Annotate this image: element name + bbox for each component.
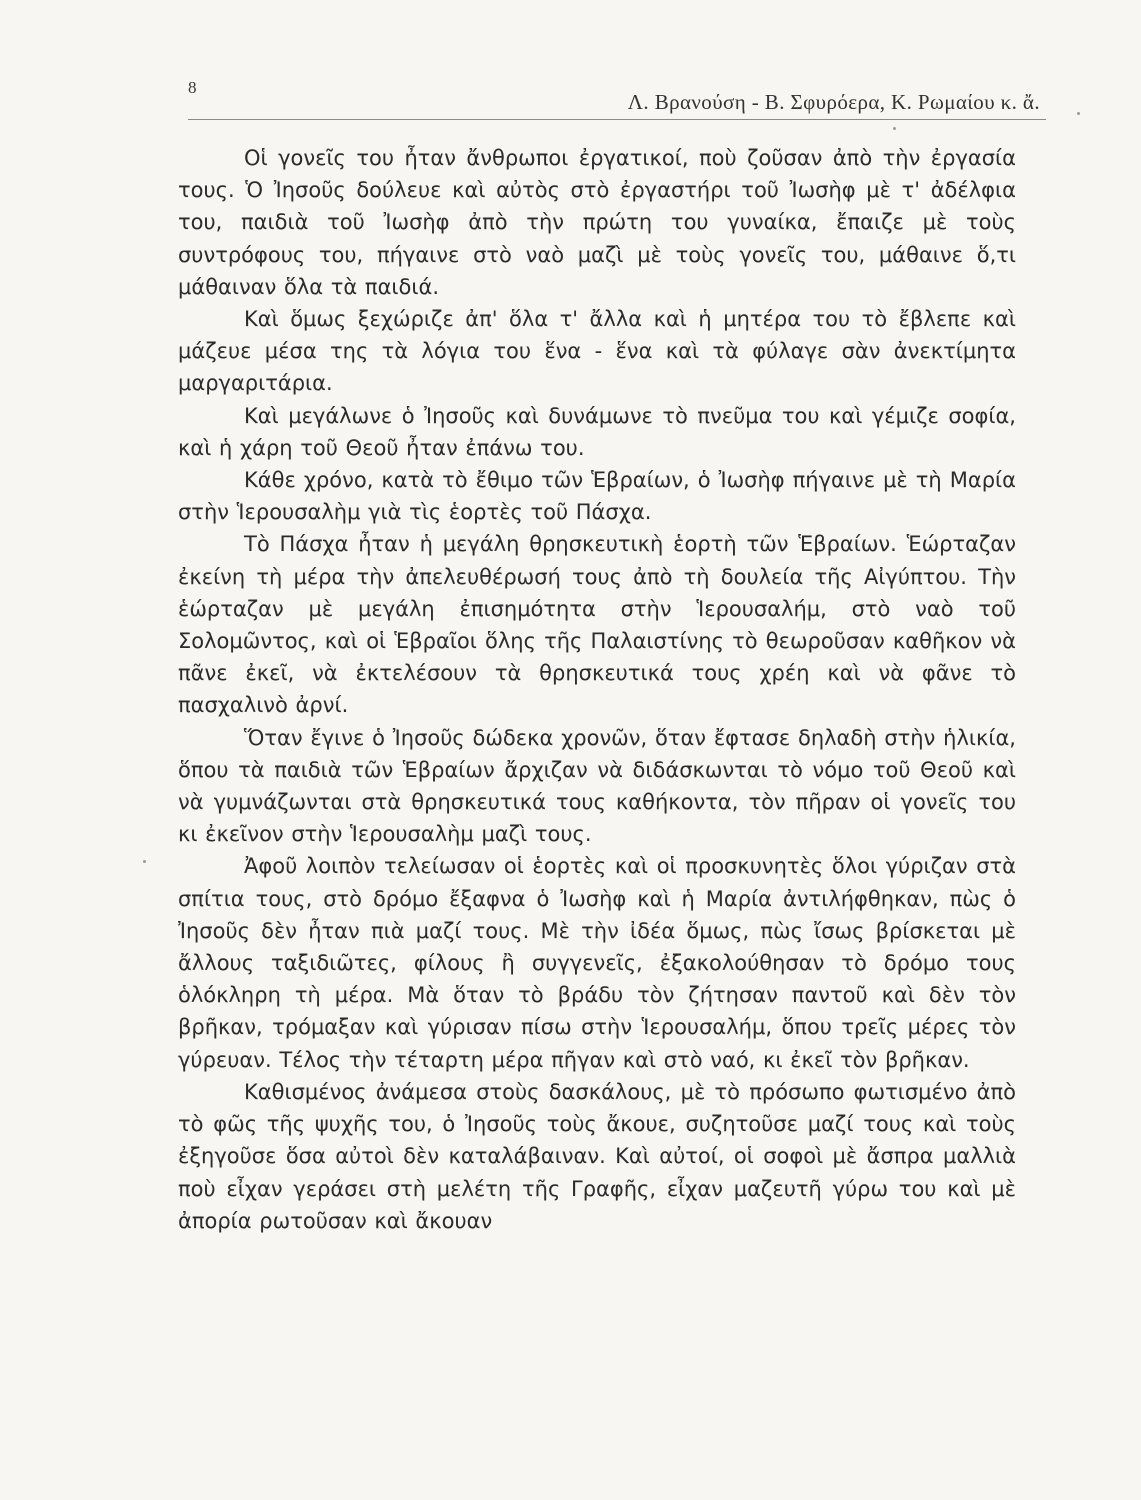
paragraph-5: Τὸ Πάσχα ἦταν ἡ μεγάλη θρησκευτικὴ ἑορτὴ τῶν Ἑβραίων. Ἑώρταζαν ἐκείνη τὴ μέρα τὴν ἀπελευθέρωσή τους ἀπὸ τὴ δουλεία τῆς Αἰγύπτου. Τὴν ἑώρταζαν μὲ μεγάλη ἐπισημότητα στὴν Ἱερουσαλήμ, στὸ ναὸ τοῦ Σολομῶντος, καὶ οἱ Ἑβραῖοι ὅλης τῆς Παλαιστίνης τὸ θεωροῦσαν καθῆκον νὰ πᾶνε ἐκεῖ, νὰ ἐκτελέσουν τὰ θρησκευτικά τους χρέη καὶ νὰ φᾶνε τὸ πασχαλινὸ ἀρνί. xyxy=(178,532,1016,718)
scan-speck xyxy=(893,127,896,130)
paragraph-1: Οἱ γονεῖς του ἦταν ἄνθρωποι ἐργατικοί, ποὺ ζοῦσαν ἀπὸ τὴν ἐργασία τους. Ὁ Ἰησοῦς δούλευε καὶ αὐτὸς στὸ ἐργαστήρι τοῦ Ἰωσὴφ μὲ τ' ἀδέλφια του, παιδιὰ τοῦ Ἰωσὴφ ἀπὸ τὴν πρώτη του γυναίκα, ἔπαιζε μὲ τοὺς συντρόφους του, πήγαινε στὸ ναὸ μαζὶ μὲ τοὺς γονεῖς του, μάθαινε ὅ,τι μάθαιναν ὅλα τὰ παιδιά. xyxy=(178,146,1016,299)
scan-speck xyxy=(143,860,146,863)
paragraph-7: Ἀφοῦ λοιπὸν τελείωσαν οἱ ἑορτὲς καὶ οἱ προσκυνητὲς ὅλοι γύριζαν στὰ σπίτια τους, στὸ δρόμο ἔξαφνα ὁ Ἰωσὴφ καὶ ἡ Μαρία ἀντιλήφθηκαν, πὼς ὁ Ἰησοῦς δὲν ἦταν πιὰ μαζί τους. Μὲ τὴν ἰδέα ὅμως, πὼς ἴσως βρίσκεται μὲ ἄλλους ταξιδιῶτες, φίλους ἢ συγγενεῖς, ἐξακολούθησαν τὸ δρόμο τους ὁλόκληρη τὴ μέρα. Μὰ ὅταν τὸ βράδυ τὸν ζήτησαν παντοῦ καὶ δὲν τὸν βρῆκαν, τρόμαξαν καὶ γύρισαν πίσω στὴν Ἱερουσαλήμ, ὅπου τρεῖς μέρες τὸν γύρευαν. Τέλος τὴν τέταρτη μέρα πῆγαν καὶ στὸ ναό, κι ἐκεῖ τὸν βρῆκαν. xyxy=(178,854,1016,1072)
scan-speck xyxy=(1077,112,1080,115)
running-head: Λ. Βρανούση - Β. Σφυρόερα, Κ. Ρωμαίου κ. ἄ. xyxy=(627,90,1040,114)
page-header xyxy=(188,78,1046,118)
paragraph-3: Καὶ μεγάλωνε ὁ Ἰησοῦς καὶ δυνάμωνε τὸ πνεῦμα του καὶ γέμιζε σοφία, καὶ ἡ χάρη τοῦ Θεοῦ ἦταν ἐπάνω του. xyxy=(178,403,1016,460)
paragraph-6: Ὅταν ἔγινε ὁ Ἰησοῦς δώδεκα χρονῶν, ὅταν ἔφτασε δηλαδὴ στὴν ἡλικία, ὅπου τὰ παιδιὰ τῶν Ἑβραίων ἄρχιζαν νὰ διδάσκωνται τὸ νόμο τοῦ Θεοῦ καὶ νὰ γυμνάζωνται στὰ θρησκευτικά τους καθήκοντα, τὸν πῆραν οἱ γονεῖς του κι ἐκεῖνον στὴν Ἱερουσαλὴμ μαζὶ τους. xyxy=(178,725,1016,847)
header-rule xyxy=(188,119,1046,120)
body-text xyxy=(178,142,1016,1237)
paragraph-8: Καθισμένος ἀνάμεσα στοὺς δασκάλους, μὲ τὸ πρόσωπο φωτισμένο ἀπὸ τὸ φῶς τῆς ψυχῆς του, ὁ Ἰησοῦς τοὺς ἄκουε, συζητοῦσε μαζί τους καὶ τοὺς ἐξηγοῦσε ὅσα αὐτοὶ δὲν καταλάβαιναν. Καὶ αὐτοί, οἱ σοφοὶ μὲ ἄσπρα μαλλιὰ ποὺ εἶχαν γεράσει στὴ μελέτη τῆς Γραφῆς, εἶχαν μαζευτῆ γύρω του καὶ μὲ ἀπορία ρωτοῦσαν καὶ ἄκουαν xyxy=(178,1079,1016,1233)
page-number: 8 xyxy=(188,78,197,97)
paragraph-4: Κάθε χρόνο, κατὰ τὸ ἔθιμο τῶν Ἑβραίων, ὁ Ἰωσὴφ πήγαινε μὲ τὴ Μαρία στὴν Ἱερουσαλὴμ γιὰ τὶς ἑορτὲς τοῦ Πάσχα. xyxy=(178,468,1016,525)
paragraph-2: Καὶ ὅμως ξεχώριζε ἀπ' ὅλα τ' ἄλλα καὶ ἡ μητέρα του τὸ ἔβλεπε καὶ μάζευε μέσα της τὰ λόγια του ἕνα - ἕνα καὶ τὰ φύλαγε σὰν ἀνεκτίμητα μαργαριτάρια. xyxy=(178,307,1016,396)
